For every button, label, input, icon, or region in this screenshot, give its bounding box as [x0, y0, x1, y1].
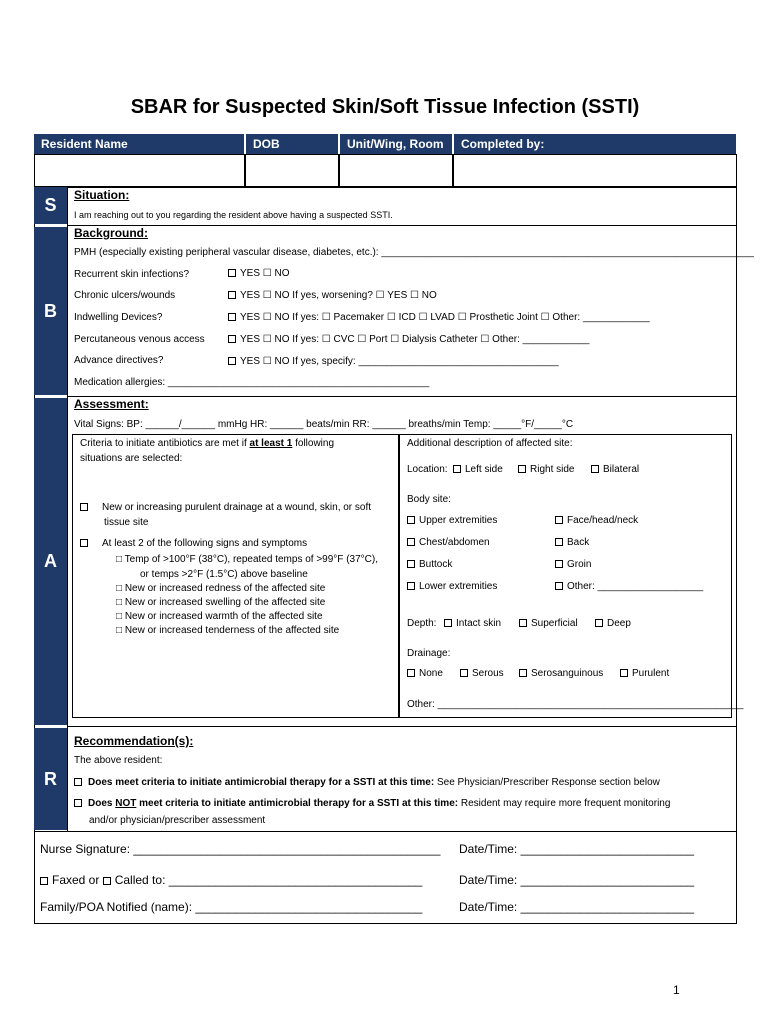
faxed-called-field[interactable]: Faxed or Called to: ______________________________________ [40, 873, 422, 887]
nurse-signature-field[interactable]: Nurse Signature: ______________________________________________ [40, 842, 441, 856]
other-field[interactable]: Other: _______________________________________________________ [407, 699, 744, 710]
symptom-tenderness[interactable]: □ New or increased tenderness of the affected site [116, 625, 340, 636]
location-left-side[interactable]: Left side [453, 464, 503, 475]
site-face-head-neck[interactable]: Face/head/neck [555, 515, 638, 526]
symptom-temp-cont: or temps >2°F (1.5°C) above baseline [140, 569, 308, 580]
checkbox-icon[interactable] [620, 669, 628, 677]
checkbox-icon[interactable] [555, 516, 563, 524]
symptom-redness[interactable]: □ New or increased redness of the affected site [116, 583, 326, 594]
checkbox-icon[interactable] [228, 269, 236, 277]
purulent-drainage-option-cont: tissue site [104, 517, 149, 528]
depth-superficial[interactable]: Superficial [519, 618, 578, 629]
criteria-text: Criteria to initiate antibiotics are met if at least 1 following [80, 438, 335, 449]
divider [67, 187, 68, 831]
divider [67, 225, 737, 226]
background-heading: Background: [74, 226, 149, 240]
purulent-drainage-option[interactable]: New or increasing purulent drainage at a wound, skin, or soft [80, 502, 371, 513]
checkbox-icon[interactable] [74, 799, 82, 807]
situation-text: I am reaching out to you regarding the resident above having a suspected SSTI. [74, 210, 393, 220]
header-completed: Completed by: [454, 134, 736, 154]
location-bilateral[interactable]: Bilateral [591, 464, 639, 475]
section-letter-r: R [34, 728, 67, 830]
checkbox-icon[interactable] [555, 582, 563, 590]
medication-allergies-field[interactable]: Medication allergies: _______________________________________________ [74, 377, 430, 388]
recurrent-infections-label: Recurrent skin infections? [74, 269, 190, 280]
site-buttock[interactable]: Buttock [407, 559, 452, 570]
advance-directives-options[interactable]: YES ☐ NO If yes, specify: ____________________________________ [228, 356, 559, 367]
site-chest-abdomen[interactable]: Chest/abdomen [407, 537, 490, 548]
criteria-text-cont: situations are selected: [80, 453, 183, 464]
above-resident-text: The above resident: [74, 755, 163, 766]
section-letter-s: S [34, 187, 67, 224]
indwelling-devices-label: Indwelling Devices? [74, 312, 163, 323]
header-unit: Unit/Wing, Room [340, 134, 452, 154]
signs-symptoms-option[interactable]: At least 2 of the following signs and symptoms [80, 538, 307, 549]
situation-heading: Situation: [74, 188, 130, 202]
checkbox-icon[interactable] [228, 335, 236, 343]
depth-deep[interactable]: Deep [595, 618, 631, 629]
nurse-datetime-field[interactable]: Date/Time: __________________________ [459, 842, 695, 856]
location-label: Location: [407, 464, 448, 475]
checkbox-icon[interactable] [228, 357, 236, 365]
header-resident-name: Resident Name [34, 134, 244, 154]
chronic-ulcers-label: Chronic ulcers/wounds [74, 290, 176, 301]
checkbox-icon[interactable] [555, 560, 563, 568]
checkbox-icon[interactable] [444, 619, 452, 627]
chronic-ulcers-options[interactable]: YES ☐ NO If yes, worsening? ☐ YES ☐ NO [228, 290, 437, 301]
drainage-none[interactable]: None [407, 668, 443, 679]
checkbox-icon[interactable] [80, 539, 88, 547]
checkbox-icon[interactable] [74, 778, 82, 786]
checkbox-icon[interactable] [228, 313, 236, 321]
completed-by-field[interactable] [453, 154, 737, 187]
family-poa-field[interactable]: Family/POA Notified (name): __________________________________ [40, 900, 423, 914]
checkbox-icon[interactable] [518, 465, 526, 473]
drainage-serosanguinous[interactable]: Serosanguinous [519, 668, 603, 679]
called-datetime-field[interactable]: Date/Time: __________________________ [459, 873, 695, 887]
dob-field[interactable] [245, 154, 339, 187]
additional-description-label: Additional description of affected site: [407, 438, 573, 449]
resident-name-field[interactable] [34, 154, 245, 187]
venous-access-options[interactable]: YES ☐ NO If yes: ☐ CVC ☐ Port ☐ Dialysis Catheter ☐ Other: ____________ [228, 334, 589, 345]
body-site-label: Body site: [407, 494, 451, 505]
checkbox-icon[interactable] [407, 538, 415, 546]
family-datetime-field[interactable]: Date/Time: __________________________ [459, 900, 695, 914]
symptom-warmth[interactable]: □ New or increased warmth of the affected site [116, 611, 323, 622]
checkbox-icon[interactable] [591, 465, 599, 473]
recommendation-heading: Recommendation(s): [74, 734, 194, 748]
checkbox-icon[interactable] [103, 877, 111, 885]
does-not-meet-criteria-cont: and/or physician/prescriber assessment [89, 815, 266, 826]
checkbox-icon[interactable] [40, 877, 48, 885]
recurrent-infections-options[interactable]: YES ☐ NO [228, 268, 290, 279]
does-not-meet-criteria-option[interactable]: Does NOT meet criteria to initiate antimicrobial therapy for a SSTI at this time: Resident may require more frequent monitoring [74, 798, 670, 809]
divider [34, 831, 737, 832]
page-title: SBAR for Suspected Skin/Soft Tissue Infection (SSTI) [130, 96, 640, 118]
site-groin[interactable]: Groin [555, 559, 591, 570]
checkbox-icon[interactable] [555, 538, 563, 546]
meets-criteria-option[interactable]: Does meet criteria to initiate antimicrobial therapy for a SSTI at this time: See Physician/Prescriber Response section below [74, 777, 660, 788]
vital-signs-field[interactable]: Vital Signs: BP: ______/______ mmHg HR: ______ beats/min RR: ______ breaths/min Temp: _____°F/_____°C [74, 419, 574, 430]
checkbox-icon[interactable] [80, 503, 88, 511]
checkbox-icon[interactable] [228, 291, 236, 299]
drainage-label: Drainage: [407, 648, 451, 659]
divider [67, 396, 737, 397]
location-right-side[interactable]: Right side [518, 464, 574, 475]
checkbox-icon[interactable] [595, 619, 603, 627]
indwelling-devices-options[interactable]: YES ☐ NO If yes: ☐ Pacemaker ☐ ICD ☐ LVAD ☐ Prosthetic Joint ☐ Other: ____________ [228, 312, 650, 323]
depth-label: Depth: [407, 618, 437, 629]
site-upper-extremities[interactable]: Upper extremities [407, 515, 497, 526]
symptom-swelling[interactable]: □ New or increased swelling of the affected site [116, 597, 326, 608]
section-letter-b: B [34, 227, 67, 395]
checkbox-icon[interactable] [453, 465, 461, 473]
header-dob: DOB [246, 134, 338, 154]
site-back[interactable]: Back [555, 537, 589, 548]
symptom-temp[interactable]: □ Temp of >100°F (38°C), repeated temps of >99°F (37°C), [116, 554, 378, 565]
pmh-field[interactable]: PMH (especially existing peripheral vascular disease, diabetes, etc.): ___________________________________________________________________ [74, 247, 754, 258]
checkbox-icon[interactable] [519, 669, 527, 677]
checkbox-icon[interactable] [407, 669, 415, 677]
checkbox-icon[interactable] [407, 582, 415, 590]
page-number: 1 [673, 983, 680, 997]
checkbox-icon[interactable] [407, 516, 415, 524]
site-lower-extremities[interactable]: Lower extremities [407, 581, 497, 592]
unit-field[interactable] [339, 154, 453, 187]
advance-directives-label: Advance directives? [74, 355, 164, 366]
assessment-heading: Assessment: [74, 397, 149, 411]
section-letter-a: A [34, 398, 67, 725]
venous-access-label: Percutaneous venous access [74, 334, 205, 345]
checkbox-icon[interactable] [460, 669, 468, 677]
site-other[interactable]: Other: ___________________ [555, 581, 703, 592]
divider [67, 726, 737, 727]
drainage-serous[interactable]: Serous [460, 668, 504, 679]
depth-intact-skin[interactable]: Intact skin [444, 618, 501, 629]
drainage-purulent[interactable]: Purulent [620, 668, 669, 679]
checkbox-icon[interactable] [519, 619, 527, 627]
checkbox-icon[interactable] [407, 560, 415, 568]
